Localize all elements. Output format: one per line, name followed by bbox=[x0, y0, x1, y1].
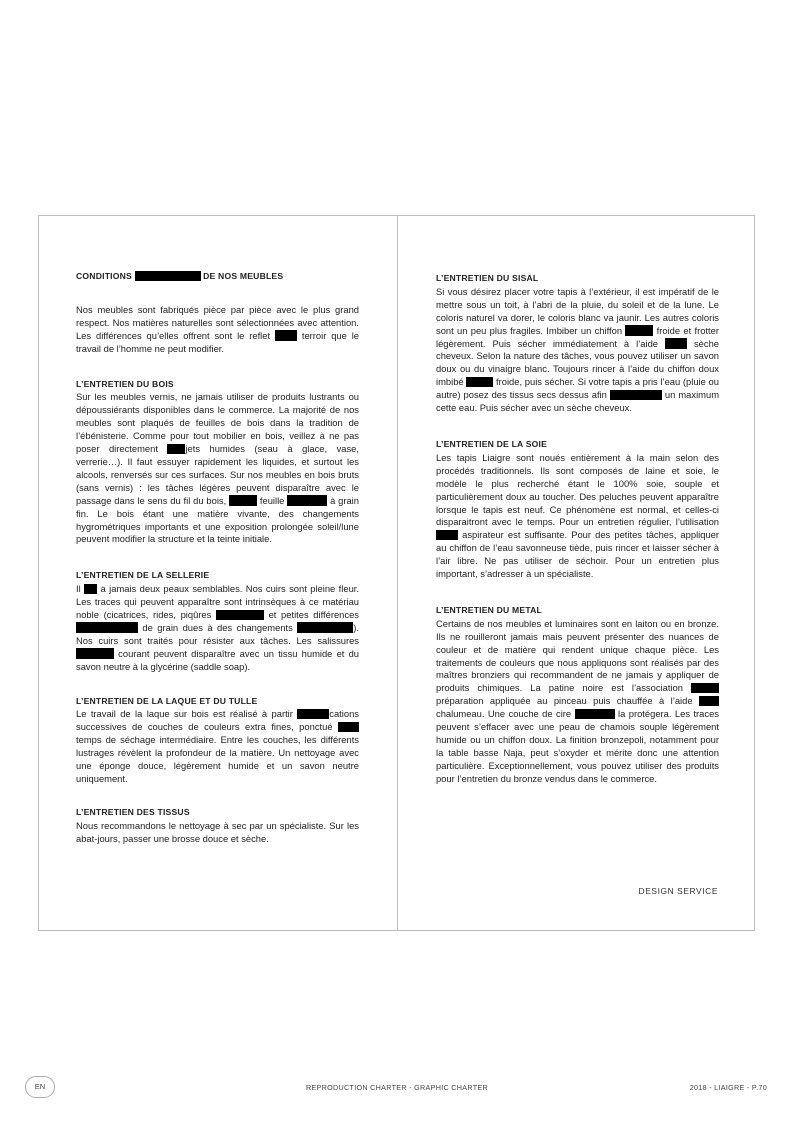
section-title-sisal: L’ENTRETIEN DU SISAL bbox=[436, 273, 539, 283]
redaction bbox=[275, 330, 297, 341]
conditions-body: Nos meubles sont fabriqués pièce par pièce avec le plus grand respect. Nos matières naturelles sont sélectionnées avec attention. Les différences qu’elles offrent sont le reflet terroir que le travail de l’homme ne peut modifier. bbox=[76, 303, 359, 354]
redaction bbox=[297, 622, 353, 633]
redaction bbox=[575, 709, 615, 720]
bois-body: Sur les meubles vernis, ne jamais utiliser de produits lustrants ou dépoussiérants disponibles dans le commerce. La majorité de nos meubles sont plaqués de feuilles de bois dans la tradition de l’ébénisterie. Comme pour tout mobilier en bois, veillez à ne pas poser directement jets humides (seau à glace, vase, verrerie…). Il faut essuyer rapidement les liquides, et surtout les alcools, renversés sur ces surfaces. Sur nos meubles en bois bruts (sans vernis) : les tâches légères peuvent disparaître avec le passage dans le sens du fil du bois, feuille à grain fin. Le bois étant une matière vivante, des changements hygrométriques importants et une exposition prolongée soleil/lune peuvent modifier la structure et la teinte initiale. bbox=[76, 391, 359, 545]
redaction bbox=[216, 610, 264, 621]
redaction bbox=[665, 338, 687, 349]
signature-design-service: DESIGN SERVICE bbox=[638, 886, 718, 896]
redaction bbox=[76, 648, 114, 659]
redaction bbox=[167, 444, 185, 455]
redaction bbox=[297, 709, 329, 720]
footer-center-text: REPRODUCTION CHARTER - GRAPHIC CHARTER bbox=[305, 1083, 489, 1092]
section-tissus bbox=[76, 806, 359, 846]
section-sisal bbox=[436, 272, 719, 415]
section-title-conditions: CONDITIONS DE NOS MEUBLES bbox=[76, 271, 284, 281]
section-title-laque: L’ENTRETIEN DE LA LAQUE ET DU TULLE bbox=[76, 695, 258, 706]
redaction bbox=[76, 622, 138, 633]
redaction bbox=[699, 696, 719, 707]
section-bois bbox=[76, 378, 359, 547]
tissus-body: Nous recommandons le nettoyage à sec par un spécialiste. Sur les abat-jours, passer une brosse douce et sèche. bbox=[76, 819, 359, 844]
redaction bbox=[625, 325, 653, 336]
right-column bbox=[436, 272, 719, 786]
column-divider bbox=[397, 215, 398, 931]
soie-body: Les tapis Liaigre sont noués entièrement à la main selon des procédés traditionnels. Ils sont composés de laine et soie, le modèle le plus recherché étant le 100% soie, souple et particulièrement doux au toucher. Des peluches peuvent apparaître lorsque le tapis est neuf. Ce phénomène est normal, et celles-ci disparaitront avec le temps. Pour un entretien régulier, l’utilisation aspirateur est suffisante. Pour des petites tâches, appliquer au chiffon de l’eau savonneuse tiède, puis rincer et laisser sécher à l’air libre. Ne pas utiliser de séchoir. Pour un entretien plus important, s’adresser à un spécialiste. bbox=[436, 451, 719, 580]
redaction bbox=[135, 271, 201, 282]
section-title-soie: L’ENTRETIEN DE LA SOIE bbox=[436, 438, 548, 449]
redaction bbox=[691, 683, 719, 694]
sisal-body: Si vous désirez placer votre tapis à l’extérieur, il est impératif de le mettre sous un toit, à l’abri de la pluie, du soleil et de la lune. Le coloris naturel va dorer, le coloris blanc va jaunir. Les autres coloris sont un peu plus fragiles. Imbiber un chiffon froide et frotter légèrement. Puis sécher immédiatement à l’aide sèche cheveux. Selon la nature des tâches, vous pouvez utiliser un savon doux ou du vinaigre blanc. Toujours rincer à l’aide du chiffon doux imbibé froide, puis sécher. Si votre tapis a pris l’eau (pluie ou autre) posez des tissus secs dessus afin un maximum cette eau. Puis sécher avec un sèche cheveux. bbox=[436, 285, 720, 414]
section-title-metal: L’ENTRETIEN DU METAL bbox=[436, 604, 543, 615]
sellerie-body: Il a jamais deux peaux semblables. Nos cuirs sont pleine fleur. Les traces qui peuvent apparaître sont intrinsèques à ce matériau noble (cicatrices, rides, piqûres et petites différences de grain dues à des changements ). Nos cuirs sont traités pour résister aux tâches. Les salissures courant peuvent disparaître avec un tissu humide et du savon neutre à la glycérine (saddle soap). bbox=[76, 583, 359, 672]
redaction bbox=[610, 390, 662, 401]
redaction bbox=[287, 495, 327, 506]
section-conditions bbox=[76, 270, 359, 356]
section-title-sellerie: L’ENTRETIEN DE LA SELLERIE bbox=[76, 570, 210, 581]
left-column bbox=[76, 270, 359, 846]
section-laque bbox=[76, 695, 359, 786]
redaction bbox=[229, 495, 257, 506]
language-badge[interactable]: EN bbox=[25, 1076, 55, 1098]
laque-body: Le travail de la laque sur bois est réalisé à partir cations successives de couches de couleurs extra fines, ponctué temps de séchage intermédiaire. Entre les couches, les différents lustrages révèlent la profondeur de la matière. Un nettoyage avec une éponge douce, légèrement humide et un savon neutre uniquement. bbox=[76, 708, 359, 784]
redaction bbox=[436, 530, 458, 541]
footer-page-info: 2018 - LIAIGRE - P.70 bbox=[689, 1083, 767, 1092]
section-sellerie bbox=[76, 569, 359, 673]
metal-body: Certains de nos meubles et luminaires sont en laiton ou en bronze. Ils ne rouilleront jamais mais peuvent présenter des nuances de couleur et de matière qui rendent unique chaque pièce. Les traitements de couleurs que nous appliquons sont réalisés par des maîtres bronziers qui recommandent de ne jamais y appliquer de produits chimiques. La patine noire est l’association préparation appliquée au pinceau puis chauffée à l’aide chalumeau. Une couche de cire la protégera. Les traces peuvent s’effacer avec une peau de chamois souple légèrement humide ou un chiffon doux. La finition bronzepoli, notamment pour la table basse Naja, peut s’oxyder et mérite donc une attention particulière. Exceptionnellement, vous pouvez utiliser des produits pour l’entretien du bronze vendus dans le commerce. bbox=[436, 617, 719, 784]
redaction bbox=[338, 722, 359, 733]
section-title-tissus: L’ENTRETIEN DES TISSUS bbox=[76, 806, 190, 817]
redaction bbox=[466, 377, 493, 388]
section-metal bbox=[436, 604, 719, 786]
redaction bbox=[84, 584, 97, 595]
section-title-bois: L’ENTRETIEN DU BOIS bbox=[76, 378, 174, 389]
section-soie bbox=[436, 438, 719, 581]
